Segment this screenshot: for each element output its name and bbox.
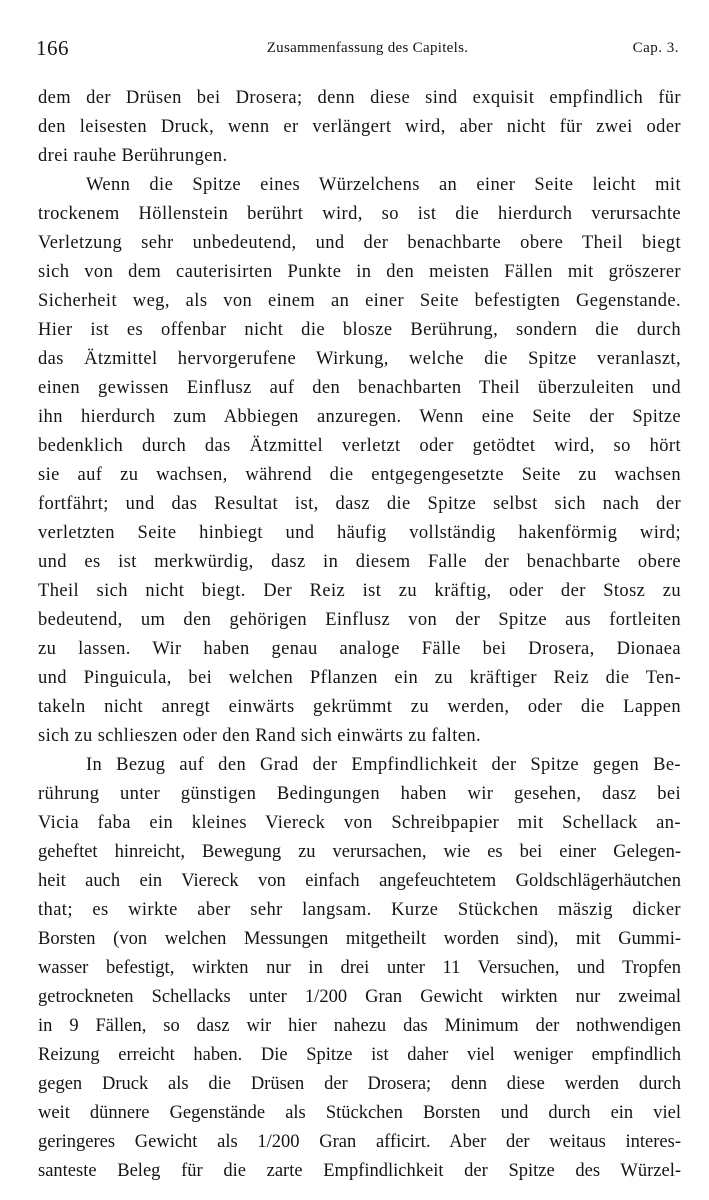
- running-title: Zusammenfassung des Capitels.: [266, 40, 469, 56]
- text-line: sich von dem cauterisirten Punkte in den meisten Fällen mit gröszerer: [38, 262, 681, 282]
- text-line: sie auf zu wachsen, während die entgegengesetzte Seite zu wachsen: [38, 465, 681, 485]
- text-line: das Ätzmittel hervorgerufene Wirkung, welche die Spitze veranlaszt,: [38, 349, 681, 369]
- text-line: geringeres Gewicht als 1/200 Gran afficirt. Aber der weitaus interes-: [38, 1132, 681, 1152]
- running-head: [36, 36, 679, 66]
- chapter-label: Cap. 3.: [632, 40, 679, 56]
- text-line: bedeutend, um den gehörigen Einflusz von der Spitze aus fortleiten: [38, 610, 681, 630]
- text-line: den leisesten Druck, wenn er verlängert wird, aber nicht für zwei oder: [38, 117, 681, 137]
- text-line: takeln nicht anregt einwärts gekrümmt zu werden, oder die Lappen: [38, 697, 681, 717]
- text-line: verletzten Seite hinbiegt und häufig vollständig hakenförmig wird;: [38, 523, 681, 543]
- text-line: Vicia faba ein kleines Viereck von Schreibpapier mit Schellack an-: [38, 813, 681, 833]
- text-line: Borsten (von welchen Messungen mitgetheilt worden sind), mit Gummi-: [38, 929, 681, 949]
- text-line: Wenn die Spitze eines Würzelchens an einer Seite leicht mit: [86, 175, 681, 195]
- text-line: drei rauhe Berührungen.: [38, 146, 228, 166]
- text-line: trockenem Höllenstein berührt wird, so ist die hierdurch verursachte: [38, 204, 681, 224]
- body-text: [38, 84, 681, 1186]
- text-line: und es ist merkwürdig, dasz in diesem Falle der benachbarte obere: [38, 552, 681, 572]
- text-line: zu lassen. Wir haben genau analoge Fälle bei Drosera, Dionaea: [38, 639, 681, 659]
- text-line: gegen Druck als die Drüsen der Drosera; denn diese werden durch: [38, 1074, 681, 1094]
- text-line: that; es wirkte aber sehr langsam. Kurze Stückchen mäszig dicker: [38, 900, 681, 920]
- text-line: santeste Beleg für die zarte Empfindlichkeit der Spitze des Würzel-: [38, 1161, 681, 1181]
- text-line: bedenklich durch das Ätzmittel verletzt oder getödtet wird, so hört: [38, 436, 681, 456]
- text-line: getrockneten Schellacks unter 1/200 Gran Gewicht wirkten nur zweimal: [38, 987, 681, 1007]
- text-line: Sicherheit weg, als von einem an einer Seite befestigten Gegenstande.: [38, 291, 681, 311]
- text-line: In Bezug auf den Grad der Empfindlichkeit der Spitze gegen Be-: [86, 755, 681, 775]
- text-line: Theil sich nicht biegt. Der Reiz ist zu kräftig, oder der Stosz zu: [38, 581, 681, 601]
- text-line: rührung unter günstigen Bedingungen haben wir gesehen, dasz bei: [38, 784, 681, 804]
- text-line: ihn hierdurch zum Abbiegen anzuregen. Wenn eine Seite der Spitze: [38, 407, 681, 427]
- text-line: fortfährt; und das Resultat ist, dasz die Spitze selbst sich nach der: [38, 494, 681, 514]
- text-line: in 9 Fällen, so dasz wir hier nahezu das Minimum der nothwendigen: [38, 1016, 681, 1036]
- text-line: weit dünnere Gegenstände als Stückchen Borsten und durch ein viel: [38, 1103, 681, 1123]
- text-line: heit auch ein Viereck von einfach angefeuchtetem Goldschlägerhäutchen: [38, 871, 681, 891]
- text-line: geheftet hinreicht, Bewegung zu verursachen, wie es bei einer Gelegen-: [38, 842, 681, 862]
- text-line: sich zu schlieszen oder den Rand sich einwärts zu falten.: [38, 726, 482, 746]
- page-number: 166: [36, 36, 69, 60]
- text-line: wasser befestigt, wirkten nur in drei unter 11 Versuchen, und Tropfen: [38, 958, 681, 978]
- text-line: und Pinguicula, bei welchen Pflanzen ein zu kräftiger Reiz die Ten-: [38, 668, 681, 688]
- text-line: Hier ist es offenbar nicht die blosze Berührung, sondern die durch: [38, 320, 681, 340]
- text-line: einen gewissen Einflusz auf den benachbarten Theil überzuleiten und: [38, 378, 681, 398]
- text-line: Reizung erreicht haben. Die Spitze ist daher viel weniger empfindlich: [38, 1045, 681, 1065]
- text-line: dem der Drüsen bei Drosera; denn diese sind exquisit empfindlich für: [38, 88, 681, 108]
- text-line: Verletzung sehr unbedeutend, und der benachbarte obere Theil biegt: [38, 233, 681, 253]
